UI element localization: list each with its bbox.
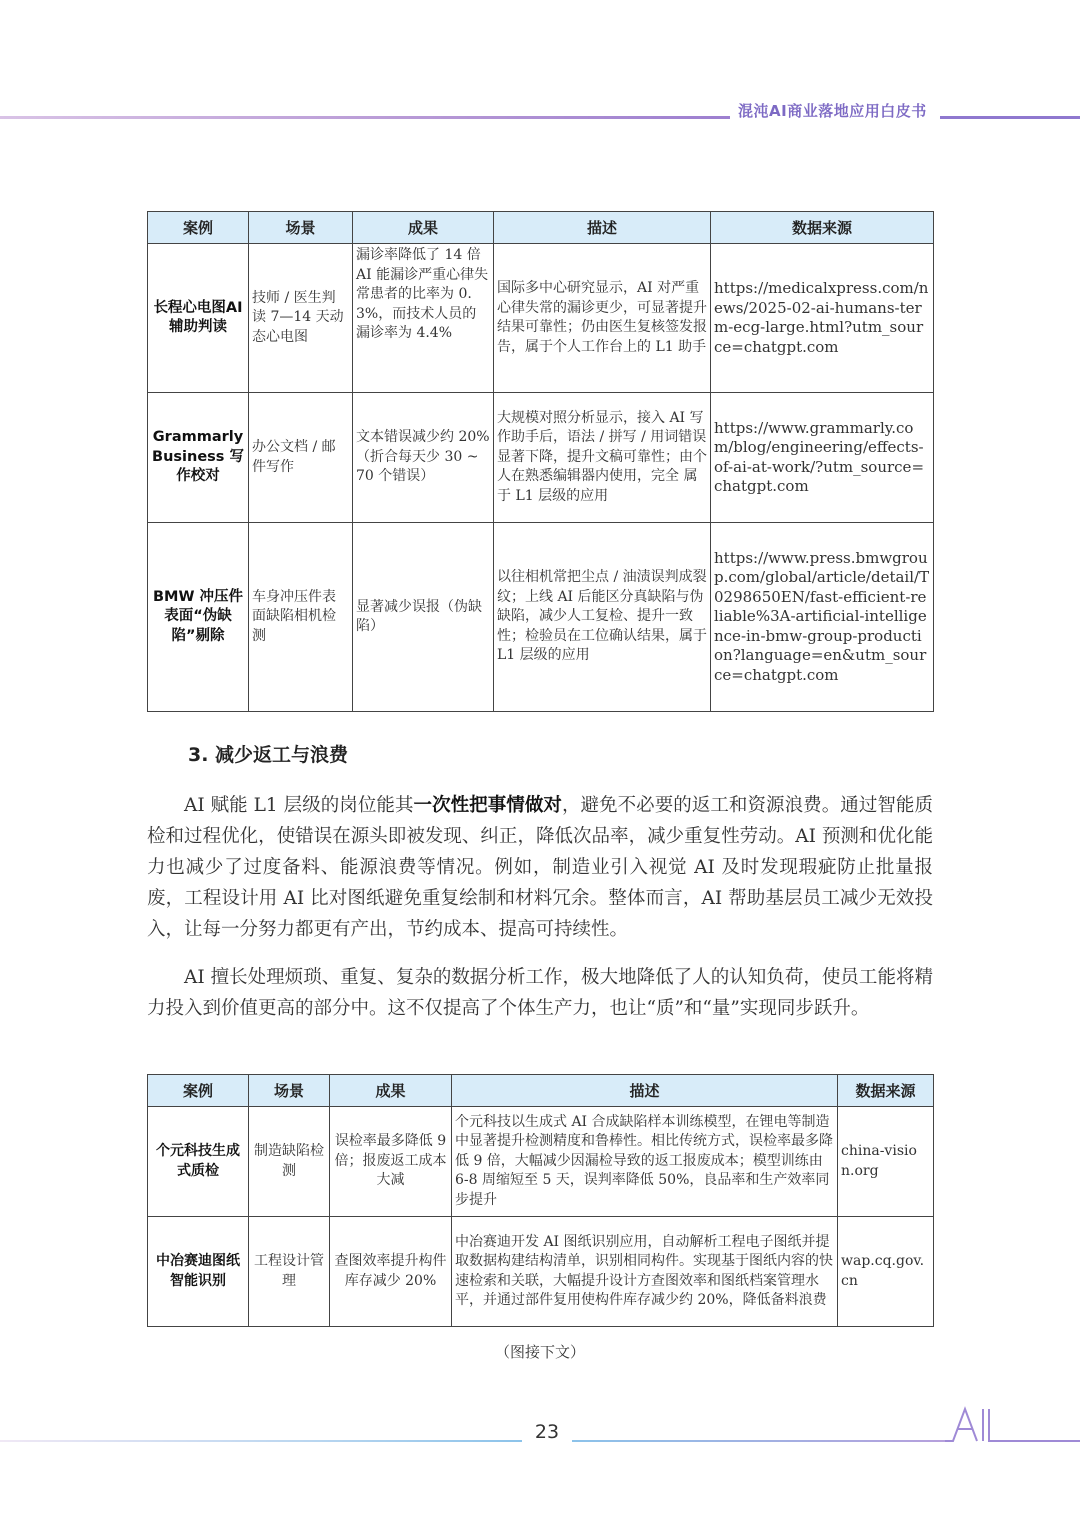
footer-divider-left	[0, 1440, 522, 1442]
description-cell: 个元科技以生成式 AI 合成缺陷样本训练模型，在锂电等制造中显著提升检测精度和鲁棒性。相比传统方式，误检率最多降低 9 倍，大幅减少因漏检导致的返工报废成本；模型训练由 6-8 周缩短至 5 天，误判率降低 50%，良品率和生产效率同步提升	[452, 1107, 838, 1217]
description-cell: 大规模对照分析显示，接入 AI 写作助手后，语法 / 拼写 / 用词错误显著下降，提升文稿可靠性；由个人在熟悉编辑器内使用，完全 属于 L1 层级的应用	[494, 393, 711, 523]
result-cell: 显著减少误报（伪缺陷）	[353, 523, 494, 712]
description-cell: 中冶赛迪开发 AI 图纸识别应用，自动解析工程电子图纸并提取数据构建结构清单，识别相同构件。实现基于图纸内容的快速检索和关联，大幅提升设计方查图效率和图纸档案管理水平，并通过部件复用使构件库存减少约 20%，降低备料浪费	[452, 1217, 838, 1327]
header-divider-right	[940, 116, 1080, 119]
document-title: 混沌AI商业落地应用白皮书	[738, 102, 927, 120]
col-header-source: 数据来源	[711, 212, 934, 244]
table-header-row	[148, 212, 934, 244]
paragraph-text: ，避免不必要的返工和资源浪费。通过智能质检和过程优化，使错误在源头即被发现、纠正，降低次品率，减少重复性劳动。AI 预测和优化能力也减少了过度备料、能源浪费等情况。例如，制造业引入视觉 AI 及时发现瑕疵防止批量报废，工程设计用 AI 比对图纸避免重复绘制和材料冗余。整体而言，AI 帮助基层员工减少无效投入，让每一分努力都更有产出，节约成本、提高可持续性。	[147, 795, 933, 940]
result-cell: 查图效率提升构件库存减少 20%	[330, 1217, 452, 1327]
scene-cell: 技师 / 医生判读 7—14 天动态心电图	[249, 244, 353, 393]
source-cell: https://www.grammarly.com/blog/engineering/effects-of-ai-at-work/?utm_source=chatgpt.com	[711, 393, 934, 523]
col-header-case: 案例	[148, 212, 249, 244]
case-table-2	[147, 1074, 934, 1327]
body-paragraph-2: AI 擅长处理烦琐、重复、复杂的数据分析工作，极大地降低了人的认知负荷，使员工能将精力投入到价值更高的部分中。这不仅提高了个体生产力，也让“质”和“量”实现同步跃升。	[147, 967, 933, 1019]
case-cell: BMW 冲压件表面“伪缺陷”剔除	[148, 523, 249, 712]
page-number: 23	[534, 1421, 560, 1443]
source-cell: china-vision.org	[838, 1107, 934, 1217]
table-row	[148, 1217, 934, 1327]
source-cell: https://www.press.bmwgroup.com/global/article/detail/T0298650EN/fast-efficient-reliable%3A-artificial-intelligence-in-bmw-group-production?language=en&utm_source=chatgpt.com	[711, 523, 934, 712]
case-cell: 中冶赛迪图纸智能识别	[148, 1217, 249, 1327]
scene-cell: 制造缺陷检测	[249, 1107, 330, 1217]
table-row	[148, 1107, 934, 1217]
table-row	[148, 393, 934, 523]
col-header-case: 案例	[148, 1075, 249, 1107]
description-cell: 国际多中心研究显示，AI 对严重心律失常的漏诊更少，可显著提升结果可靠性；仍由医生复核签发报告，属于个人工作台上的 L1 助手	[494, 244, 711, 393]
source-cell: https://medicalxpress.com/news/2025-02-ai-humans-term-ecg-large.html?utm_source=chatgpt.com	[711, 244, 934, 393]
table-header-row	[148, 1075, 934, 1107]
ai-logo-icon	[945, 1403, 1080, 1447]
result-cell: 漏诊率降低了 14 倍 AI 能漏诊严重心律失常患者的比率为 0.3%，而技术人员的漏诊率为 4.4%	[353, 244, 494, 393]
scene-cell: 车身冲压件表面缺陷相机检测	[249, 523, 353, 712]
continued-note: （图接下文）	[494, 1343, 585, 1361]
col-header-result: 成果	[353, 212, 494, 244]
case-cell: 个元科技生成式质检	[148, 1107, 249, 1217]
table-row	[148, 523, 934, 712]
col-header-scene: 场景	[249, 212, 353, 244]
col-header-scene: 场景	[249, 1075, 330, 1107]
paragraph-text: AI 赋能 L1 层级的岗位能其	[184, 795, 414, 816]
section-heading: 3. 减少返工与浪费	[188, 744, 349, 766]
footer-divider-right	[572, 1440, 952, 1442]
scene-cell: 办公文档 / 邮件写作	[249, 393, 353, 523]
result-cell: 误检率最多降低 9 倍；报废返工成本大减	[330, 1107, 452, 1217]
result-cell: 文本错误减少约 20%（折合每天少 30 ~ 70 个错误）	[353, 393, 494, 523]
header-divider-left	[0, 116, 730, 119]
case-cell: Grammarly Business 写作校对	[148, 393, 249, 523]
emphasis-text: 一次性把事情做对	[413, 795, 562, 816]
source-cell: wap.cq.gov.cn	[838, 1217, 934, 1327]
description-cell: 以往相机常把尘点 / 油渍误判成裂纹；上线 AI 后能区分真缺陷与伪缺陷，减少人工复检、提升一致性；检验员在工位确认结果，属于 L1 层级的应用	[494, 523, 711, 712]
case-table-1	[147, 211, 934, 712]
table-row	[148, 244, 934, 393]
col-header-description: 描述	[452, 1075, 838, 1107]
col-header-result: 成果	[330, 1075, 452, 1107]
col-header-source: 数据来源	[838, 1075, 934, 1107]
scene-cell: 工程设计管理	[249, 1217, 330, 1327]
body-paragraph-1	[147, 790, 933, 945]
case-cell: 长程心电图AI 辅助判读	[148, 244, 249, 393]
col-header-description: 描述	[494, 212, 711, 244]
